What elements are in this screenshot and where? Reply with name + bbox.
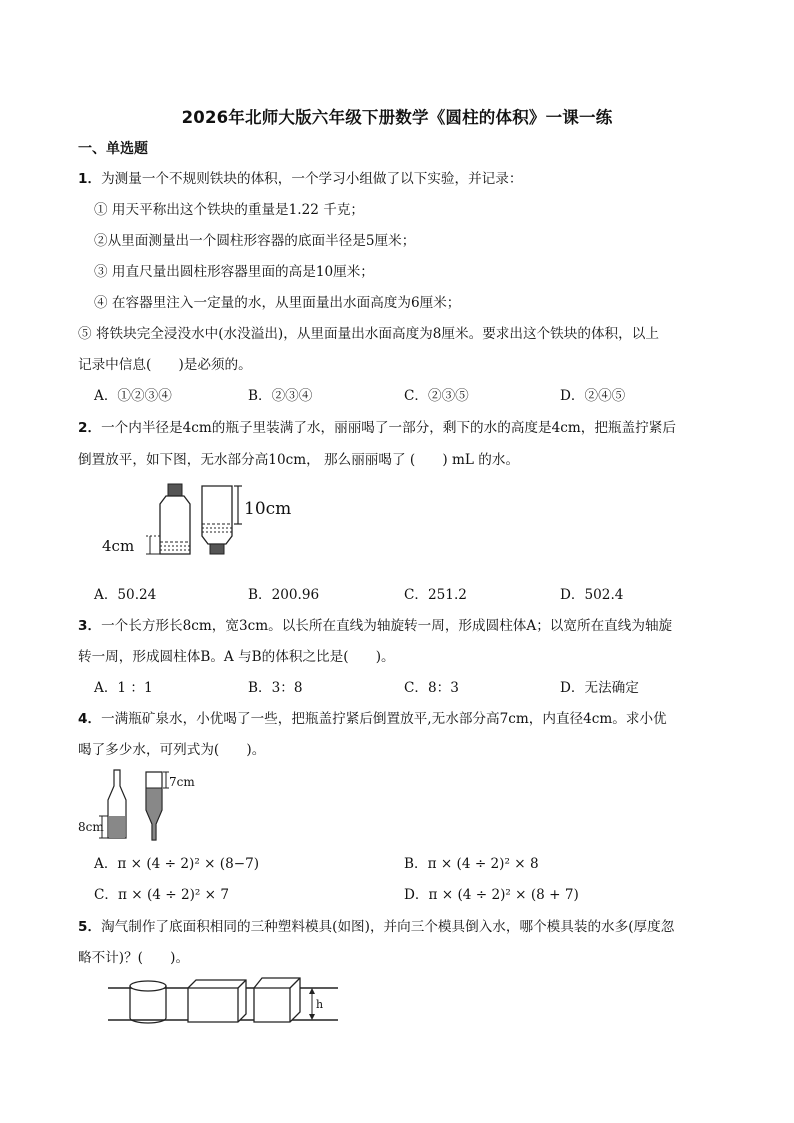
question-2-stem (78, 416, 676, 436)
question-5-stem (78, 915, 674, 935)
question-number: 5． (78, 919, 102, 935)
question-4-option-a[interactable]: A．π × (4 ÷ 2)² × (8−7) (94, 856, 260, 872)
question-3-option-d[interactable]: D．无法确定 (560, 680, 639, 696)
question-number: 2． (78, 420, 102, 436)
question-2-option-a[interactable]: A．50.24 (94, 587, 157, 603)
question-1-option-c[interactable]: C．②③⑤ (404, 388, 469, 404)
question-text: 淘气制作了底面积相同的三种塑料模具(如图)，并向三个模具倒入水，哪个模具装的水多(厚度忽 (101, 919, 675, 935)
question-1-stem-end: 记录中信息( )是必须的。 (78, 357, 252, 373)
question-number: 3． (78, 618, 102, 634)
question-1-option-d[interactable]: D．②④⑤ (560, 388, 626, 404)
question-3-stem-end: 转一周，形成圆柱体B。A 与B的体积之比是( )。 (78, 649, 395, 665)
question-2-stem-end: 倒置放平，如下图，无水部分高10cm， 那么丽丽喝了 ( ) mL 的水。 (78, 452, 520, 468)
molds-figure-q5 (106, 974, 346, 1030)
question-1-option-b[interactable]: B．②③④ (248, 388, 313, 404)
dimension-label: 4cm (102, 537, 135, 555)
question-4-option-d[interactable]: D．π × (4 ÷ 2)² × (8 + 7) (404, 887, 579, 903)
question-1-option-a[interactable]: A．①②③④ (94, 388, 172, 404)
question-2-option-d[interactable]: D．502.4 (560, 587, 624, 603)
question-3-stem (78, 614, 672, 634)
page-title: 2026年北师大版六年级下册数学《圆柱的体积》一课一练 (181, 108, 613, 127)
question-text: 一满瓶矿泉水，小优喝了一些，把瓶盖拧紧后倒置放平,无水部分高7cm，内直径4cm。求小优 (101, 711, 667, 727)
section-heading: 一、单选题 (78, 141, 148, 157)
question-2-option-b[interactable]: B．200.96 (248, 587, 320, 603)
question-1-record-5: ⑤ 将铁块完全浸没水中(水没溢出)，从里面量出水面高度为8厘米。要求出这个铁块的体积，以上 (78, 326, 659, 342)
question-4-stem (78, 707, 667, 727)
question-1-record-4: ④ 在容器里注入一定量的水，从里面量出水面高度为6厘米； (94, 295, 461, 311)
question-4-option-c[interactable]: C．π × (4 ÷ 2)² × 7 (94, 887, 230, 903)
question-4-stem-end: 喝了多少水，可列式为( )。 (78, 742, 266, 758)
question-1-record-3: ③ 用直尺量出圆柱形容器里面的高是10厘米； (94, 264, 374, 280)
bottle-figure-q2 (96, 478, 306, 562)
dimension-label: 8cm (78, 820, 104, 834)
question-1-record-1: ① 用天平称出这个铁块的重量是1.22 千克； (94, 202, 365, 218)
question-1-stem (78, 167, 522, 187)
question-1-record-2: ②从里面测量出一个圆柱形容器的底面半径是5厘米； (94, 233, 416, 249)
question-number: 4． (78, 711, 102, 727)
question-3-option-a[interactable]: A．1 ：1 (94, 680, 153, 696)
bottle-figure-q4 (76, 766, 206, 846)
question-text: 一个长方形长8cm，宽3cm。以长所在直线为轴旋转一周，形成圆柱体A；以宽所在直线为轴旋 (101, 618, 673, 634)
question-3-option-c[interactable]: C．8：3 (404, 680, 459, 696)
dimension-label: h (316, 998, 324, 1011)
question-2-option-c[interactable]: C．251.2 (404, 587, 467, 603)
question-number: 1． (78, 171, 102, 187)
question-3-option-b[interactable]: B．3：8 (248, 680, 303, 696)
dimension-label: 10cm (244, 499, 292, 519)
question-text: 为测量一个不规则铁块的体积，一个学习小组做了以下实验，并记录： (101, 171, 523, 187)
dimension-label: 7cm (169, 775, 195, 789)
question-5-stem-end: 略不计)？( )。 (78, 950, 190, 966)
question-text: 一个内半径是4cm的瓶子里装满了水，丽丽喝了一部分，剩下的水的高度是4cm，把瓶盖拧紧后 (101, 420, 676, 436)
question-4-option-b[interactable]: B．π × (4 ÷ 2)² × 8 (404, 856, 539, 872)
